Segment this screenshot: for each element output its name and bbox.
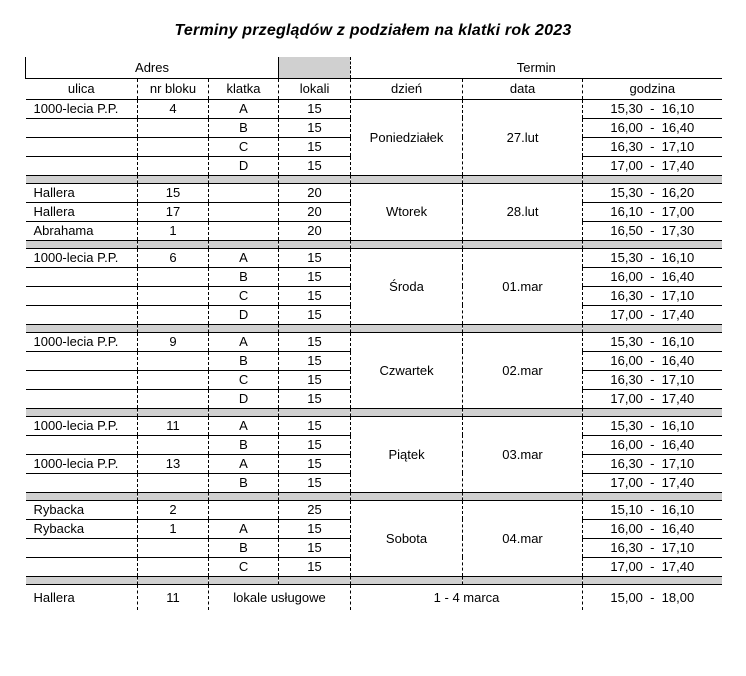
cell-nr-bloku: [138, 351, 209, 370]
cell-data: 03.mar: [463, 416, 583, 492]
cell-nr-bloku: 9: [138, 332, 209, 351]
cell-lokali: 15: [279, 156, 351, 175]
cell-godzina: 16,00 - 16,40: [583, 435, 722, 454]
cell-klatka: A: [209, 454, 279, 473]
footer-row: [26, 584, 722, 610]
cell-ulica: 1000-lecia P.P.: [26, 454, 138, 473]
table-row: [26, 248, 722, 267]
cell-klatka: B: [209, 538, 279, 557]
header-columns-row: [26, 78, 722, 99]
cell-ulica: [26, 267, 138, 286]
header-col-dzien: dzień: [351, 78, 463, 99]
cell-godzina: 15,30 - 16,10: [583, 99, 722, 118]
separator-cell: [279, 576, 351, 584]
cell-data: 27.lut: [463, 99, 583, 175]
cell-godzina: 16,30 - 17,10: [583, 286, 722, 305]
cell-godzina: 15,30 - 16,20: [583, 183, 722, 202]
cell-ulica: 1000-lecia P.P.: [26, 416, 138, 435]
cell-nr-bloku: [138, 370, 209, 389]
cell-lokali: 15: [279, 538, 351, 557]
cell-ulica: Rybacka: [26, 519, 138, 538]
cell-klatka: [209, 202, 279, 221]
separator-cell: [26, 408, 138, 416]
table-row: [26, 500, 722, 519]
separator-row: [26, 576, 722, 584]
cell-nr-bloku: 6: [138, 248, 209, 267]
header-termin: Termin: [351, 57, 722, 78]
cell-godzina: 15,30 - 16,10: [583, 332, 722, 351]
header-adres: Adres: [26, 57, 279, 78]
cell-lokali: 15: [279, 332, 351, 351]
cell-lokali: 15: [279, 286, 351, 305]
cell-godzina: 17,00 - 17,40: [583, 473, 722, 492]
cell-nr-bloku: 11: [138, 416, 209, 435]
cell-godzina: 15,30 - 16,10: [583, 248, 722, 267]
cell-godzina: 16,10 - 17,00: [583, 202, 722, 221]
separator-cell: [463, 576, 583, 584]
cell-lokali: 15: [279, 519, 351, 538]
cell-lokali: 20: [279, 183, 351, 202]
separator-cell: [351, 576, 463, 584]
cell-dzien-data: 1 - 4 marca: [351, 584, 583, 610]
separator-cell: [463, 492, 583, 500]
cell-godzina: 16,50 - 17,30: [583, 221, 722, 240]
cell-klatka: B: [209, 351, 279, 370]
cell-lokali: 15: [279, 248, 351, 267]
separator-cell: [463, 240, 583, 248]
cell-lokali: 25: [279, 500, 351, 519]
cell-data: 04.mar: [463, 500, 583, 576]
cell-lokali: 15: [279, 473, 351, 492]
separator-cell: [351, 175, 463, 183]
separator-cell: [138, 240, 209, 248]
cell-lokali: 15: [279, 389, 351, 408]
cell-godzina: 15,30 - 16,10: [583, 416, 722, 435]
cell-lokali: 15: [279, 370, 351, 389]
separator-cell: [209, 175, 279, 183]
separator-cell: [138, 408, 209, 416]
cell-ulica: 1000-lecia P.P.: [26, 99, 138, 118]
cell-data: 02.mar: [463, 332, 583, 408]
separator-cell: [138, 324, 209, 332]
cell-ulica: [26, 557, 138, 576]
cell-godzina: 16,00 - 16,40: [583, 267, 722, 286]
separator-cell: [26, 492, 138, 500]
separator-cell: [138, 576, 209, 584]
cell-klatka: B: [209, 435, 279, 454]
cell-klatka: A: [209, 99, 279, 118]
cell-nr-bloku: 2: [138, 500, 209, 519]
cell-godzina: 16,00 - 16,40: [583, 351, 722, 370]
cell-ulica: [26, 473, 138, 492]
cell-klatka: D: [209, 156, 279, 175]
separator-row: [26, 175, 722, 183]
cell-klatka: A: [209, 519, 279, 538]
separator-cell: [351, 324, 463, 332]
cell-godzina: 17,00 - 17,40: [583, 557, 722, 576]
cell-nr-bloku: [138, 305, 209, 324]
cell-klatka-lokali: lokale usługowe: [209, 584, 351, 610]
cell-ulica: [26, 305, 138, 324]
cell-lokali: 15: [279, 137, 351, 156]
cell-klatka: D: [209, 305, 279, 324]
cell-ulica: [26, 370, 138, 389]
separator-cell: [583, 240, 722, 248]
cell-lokali: 15: [279, 351, 351, 370]
separator-cell: [138, 492, 209, 500]
cell-klatka: B: [209, 118, 279, 137]
cell-klatka: A: [209, 332, 279, 351]
cell-klatka: C: [209, 286, 279, 305]
cell-ulica: [26, 538, 138, 557]
cell-godzina: 15,10 - 16,10: [583, 500, 722, 519]
cell-lokali: 15: [279, 305, 351, 324]
cell-nr-bloku: 15: [138, 183, 209, 202]
cell-nr-bloku: [138, 389, 209, 408]
header-group-row: [26, 57, 722, 78]
cell-klatka: A: [209, 248, 279, 267]
cell-ulica: [26, 435, 138, 454]
cell-godzina: 16,30 - 17,10: [583, 137, 722, 156]
schedule-table: [25, 57, 722, 610]
separator-cell: [26, 240, 138, 248]
cell-klatka: [209, 500, 279, 519]
separator-cell: [279, 240, 351, 248]
cell-nr-bloku: [138, 286, 209, 305]
cell-lokali: 15: [279, 435, 351, 454]
separator-cell: [279, 492, 351, 500]
cell-nr-bloku: [138, 118, 209, 137]
separator-row: [26, 324, 722, 332]
separator-row: [26, 492, 722, 500]
cell-godzina: 15,00 - 18,00: [583, 584, 722, 610]
cell-dzien: Piątek: [351, 416, 463, 492]
table-row: [26, 332, 722, 351]
cell-ulica: [26, 156, 138, 175]
cell-ulica: [26, 137, 138, 156]
cell-nr-bloku: 13: [138, 454, 209, 473]
cell-ulica: [26, 286, 138, 305]
cell-data: 28.lut: [463, 183, 583, 240]
header-col-nr-bloku: nr bloku: [138, 78, 209, 99]
cell-lokali: 15: [279, 557, 351, 576]
separator-cell: [209, 576, 279, 584]
separator-cell: [463, 175, 583, 183]
cell-nr-bloku: [138, 156, 209, 175]
separator-cell: [26, 175, 138, 183]
separator-cell: [209, 324, 279, 332]
cell-godzina: 16,30 - 17,10: [583, 538, 722, 557]
page-title: Terminy przeglądów z podziałem na klatki rok 2023: [174, 22, 572, 39]
cell-klatka: A: [209, 416, 279, 435]
separator-cell: [279, 408, 351, 416]
separator-row: [26, 408, 722, 416]
cell-godzina: 16,30 - 17,10: [583, 454, 722, 473]
cell-lokali: 15: [279, 267, 351, 286]
header-gray-cell: [279, 57, 351, 78]
cell-dzien: Czwartek: [351, 332, 463, 408]
cell-lokali: 15: [279, 454, 351, 473]
separator-cell: [279, 324, 351, 332]
cell-godzina: 16,30 - 17,10: [583, 370, 722, 389]
cell-ulica: Hallera: [26, 202, 138, 221]
separator-cell: [26, 324, 138, 332]
header-col-data: data: [463, 78, 583, 99]
cell-godzina: 17,00 - 17,40: [583, 389, 722, 408]
cell-ulica: [26, 351, 138, 370]
separator-cell: [209, 240, 279, 248]
header-col-godzina: godzina: [583, 78, 722, 99]
cell-nr-bloku: [138, 557, 209, 576]
cell-klatka: [209, 221, 279, 240]
cell-nr-bloku: 11: [138, 584, 209, 610]
separator-row: [26, 240, 722, 248]
separator-cell: [583, 324, 722, 332]
table-row: [26, 416, 722, 435]
cell-ulica: 1000-lecia P.P.: [26, 332, 138, 351]
cell-klatka: [209, 183, 279, 202]
separator-cell: [463, 408, 583, 416]
cell-nr-bloku: [138, 473, 209, 492]
separator-cell: [279, 175, 351, 183]
cell-nr-bloku: [138, 435, 209, 454]
cell-klatka: C: [209, 557, 279, 576]
cell-ulica: Rybacka: [26, 500, 138, 519]
separator-cell: [351, 240, 463, 248]
cell-lokali: 15: [279, 99, 351, 118]
separator-cell: [583, 492, 722, 500]
header-col-klatka: klatka: [209, 78, 279, 99]
cell-klatka: D: [209, 389, 279, 408]
cell-ulica: Hallera: [33, 589, 75, 605]
cell-nr-bloku: 1: [138, 221, 209, 240]
cell-ulica: Abrahama: [26, 221, 138, 240]
cell-godzina: 17,00 - 17,40: [583, 156, 722, 175]
separator-cell: [209, 492, 279, 500]
cell-nr-bloku: 17: [138, 202, 209, 221]
cell-lokali: 20: [279, 221, 351, 240]
cell-ulica: [26, 389, 138, 408]
cell-nr-bloku: [138, 538, 209, 557]
cell-godzina: 17,00 - 17,40: [583, 305, 722, 324]
separator-cell: [209, 408, 279, 416]
cell-data: 01.mar: [463, 248, 583, 324]
header-col-ulica: ulica: [26, 78, 138, 99]
separator-cell: [351, 408, 463, 416]
table-row: [26, 99, 722, 118]
cell-ulica: Hallera: [26, 183, 138, 202]
cell-klatka: B: [209, 473, 279, 492]
cell-lokali: 15: [279, 416, 351, 435]
separator-cell: [351, 492, 463, 500]
cell-lokali: 20: [279, 202, 351, 221]
cell-dzien: Wtorek: [351, 183, 463, 240]
cell-klatka: C: [209, 137, 279, 156]
table-row: [26, 183, 722, 202]
cell-dzien: Sobota: [351, 500, 463, 576]
cell-godzina: 16,00 - 16,40: [583, 118, 722, 137]
cell-dzien: Środa: [351, 248, 463, 324]
separator-cell: [583, 408, 722, 416]
separator-cell: [26, 576, 138, 584]
cell-nr-bloku: [138, 267, 209, 286]
separator-cell: [583, 576, 722, 584]
cell-ulica: [26, 118, 138, 137]
cell-dzien: Poniedziałek: [351, 99, 463, 175]
cell-nr-bloku: 4: [138, 99, 209, 118]
separator-cell: [463, 324, 583, 332]
cell-klatka: B: [209, 267, 279, 286]
cell-nr-bloku: 1: [138, 519, 209, 538]
header-col-lokali: lokali: [279, 78, 351, 99]
cell-ulica: 1000-lecia P.P.: [26, 248, 138, 267]
cell-nr-bloku: [138, 137, 209, 156]
cell-lokali: 15: [279, 118, 351, 137]
separator-cell: [583, 175, 722, 183]
cell-klatka: C: [209, 370, 279, 389]
separator-cell: [138, 175, 209, 183]
cell-godzina: 16,00 - 16,40: [583, 519, 722, 538]
